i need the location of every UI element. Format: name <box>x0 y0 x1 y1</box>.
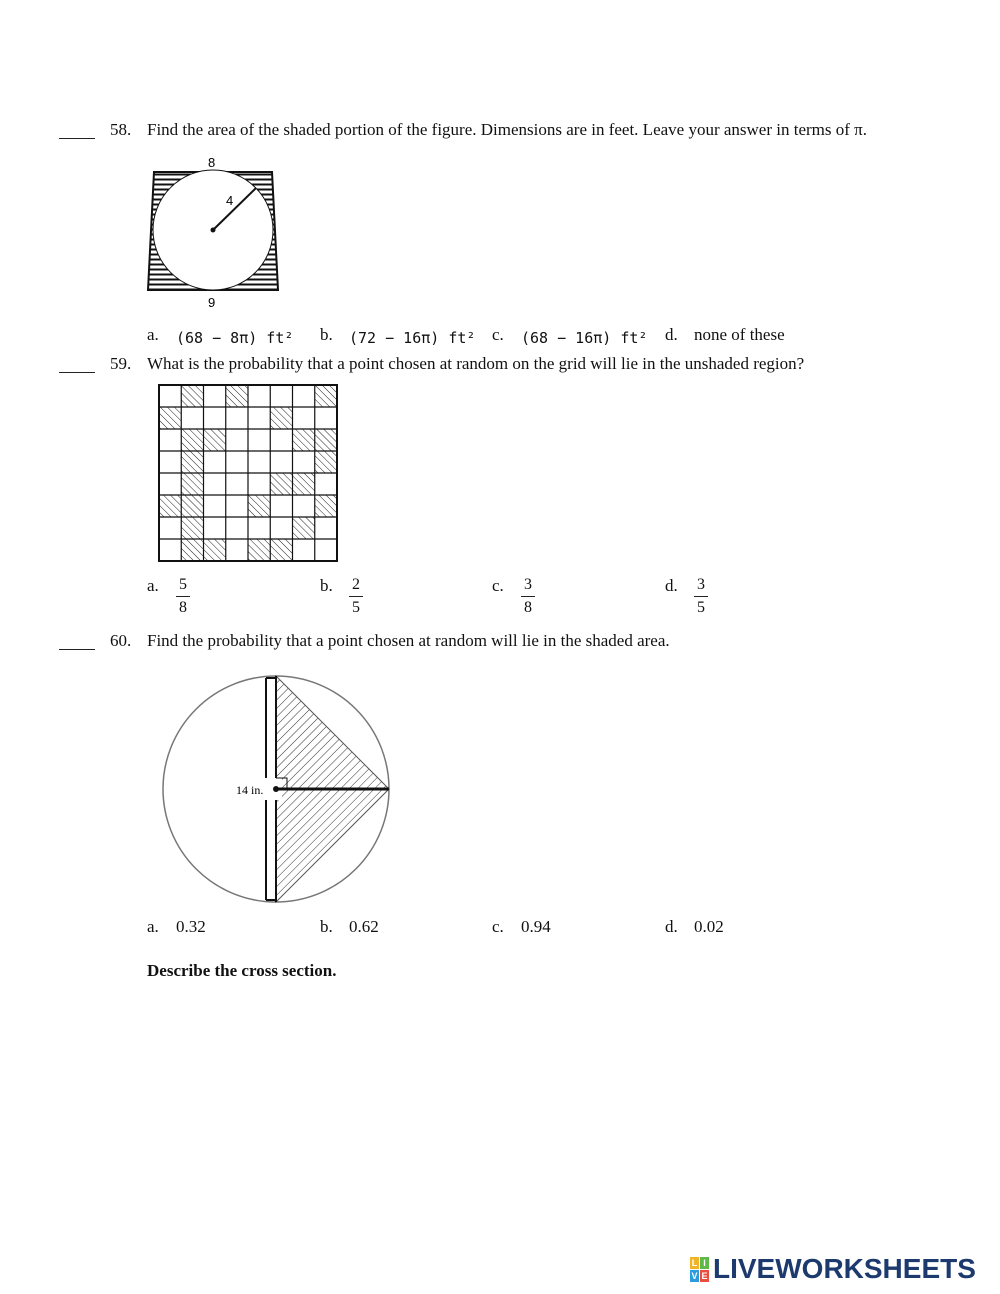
grid-shaded-cell <box>181 451 203 473</box>
grid-shaded-cell <box>270 539 292 561</box>
question-number-59: 59. <box>110 354 132 373</box>
label-diameter: 14 in. <box>236 783 264 797</box>
grid-shaded-cell <box>293 429 315 451</box>
choice-60-b[interactable]: 0.62 <box>349 917 379 936</box>
question-number-58: 58. <box>110 120 132 139</box>
grid-shaded-cell <box>204 539 226 561</box>
denominator: 5 <box>697 599 705 616</box>
choice-60-c[interactable]: 0.94 <box>521 917 551 936</box>
center-point <box>273 786 279 792</box>
grid-shaded-cell <box>248 495 270 517</box>
choice-letter: b. <box>320 325 333 344</box>
figure-circle-in-trapezoid <box>140 152 290 317</box>
choice-58-d[interactable]: none of these <box>694 325 785 344</box>
numerator: 2 <box>352 576 360 593</box>
grid-shaded-cell <box>159 495 181 517</box>
label-bottom: 9 <box>208 295 216 310</box>
center-point <box>211 228 216 233</box>
grid-shaded-cell <box>181 517 203 539</box>
answer-blank-60[interactable] <box>59 631 95 650</box>
grid-shaded-cell <box>315 495 337 517</box>
choice-58-c[interactable]: (68 − 16π) ft² <box>521 329 648 347</box>
numerator: 3 <box>524 576 532 593</box>
grid-shaded-cell <box>248 539 270 561</box>
choice-59-a[interactable] <box>176 576 190 617</box>
grid-shaded-cell <box>204 429 226 451</box>
numerator: 3 <box>697 576 705 593</box>
choice-59-c[interactable] <box>521 576 535 617</box>
choice-letter: b. <box>320 917 333 936</box>
choice-letter: a. <box>147 917 159 936</box>
section-heading: Describe the cross section. <box>147 961 337 980</box>
choice-59-b[interactable] <box>349 576 363 617</box>
denominator: 8 <box>179 599 187 616</box>
grid-shaded-cell <box>226 385 248 407</box>
grid-shaded-cell <box>315 385 337 407</box>
grid-shaded-cell <box>181 429 203 451</box>
question-text-58: Find the area of the shaded portion of the figure. Dimensions are in feet. Leave your answer in terms of π. <box>147 120 867 139</box>
grid-shaded-cell <box>293 517 315 539</box>
answer-blank-58[interactable] <box>59 120 95 139</box>
choice-58-b[interactable]: (72 − 16π) ft² <box>349 329 476 347</box>
grid-shaded-cell <box>270 407 292 429</box>
numerator: 5 <box>179 576 187 593</box>
choice-60-d[interactable]: 0.02 <box>694 917 724 936</box>
choice-59-d[interactable] <box>694 576 708 617</box>
choice-letter: d. <box>665 576 678 595</box>
choice-58-a[interactable]: (68 − 8π) ft² <box>176 329 294 347</box>
grid-shaded-cell <box>315 451 337 473</box>
grid-shaded-cell <box>181 495 203 517</box>
question-text-59: What is the probability that a point chosen at random on the grid will lie in the unshaded region? <box>147 354 805 373</box>
label-radius: 4 <box>226 193 234 208</box>
choice-letter: d. <box>665 325 678 344</box>
question-number-60: 60. <box>110 631 132 650</box>
brand-mark-icon: L I V E <box>691 1258 708 1281</box>
choice-letter: c. <box>492 325 504 344</box>
choice-letter: c. <box>492 917 504 936</box>
choice-letter: b. <box>320 576 333 595</box>
grid-shaded-cell <box>270 473 292 495</box>
grid-shaded-cell <box>159 407 181 429</box>
denominator: 8 <box>524 599 532 616</box>
figure-probability-grid <box>158 384 340 564</box>
grid-shaded-cell <box>181 385 203 407</box>
figure-circle-with-triangle <box>160 672 395 907</box>
label-top: 8 <box>208 155 216 170</box>
grid-shaded-cell <box>181 473 203 495</box>
choice-letter: d. <box>665 917 678 936</box>
denominator: 5 <box>352 599 360 616</box>
grid-shaded-cell <box>181 539 203 561</box>
choice-letter: a. <box>147 576 159 595</box>
choice-letter: a. <box>147 325 159 344</box>
choice-letter: c. <box>492 576 504 595</box>
choice-60-a[interactable]: 0.32 <box>176 917 206 936</box>
grid-shaded-cell <box>315 429 337 451</box>
grid-shaded-cell <box>293 473 315 495</box>
brand-name[interactable]: LIVEWORKSHEETS <box>713 1253 976 1284</box>
answer-blank-59[interactable] <box>59 354 95 373</box>
question-text-60: Find the probability that a point chosen at random will lie in the shaded area. <box>147 631 670 650</box>
